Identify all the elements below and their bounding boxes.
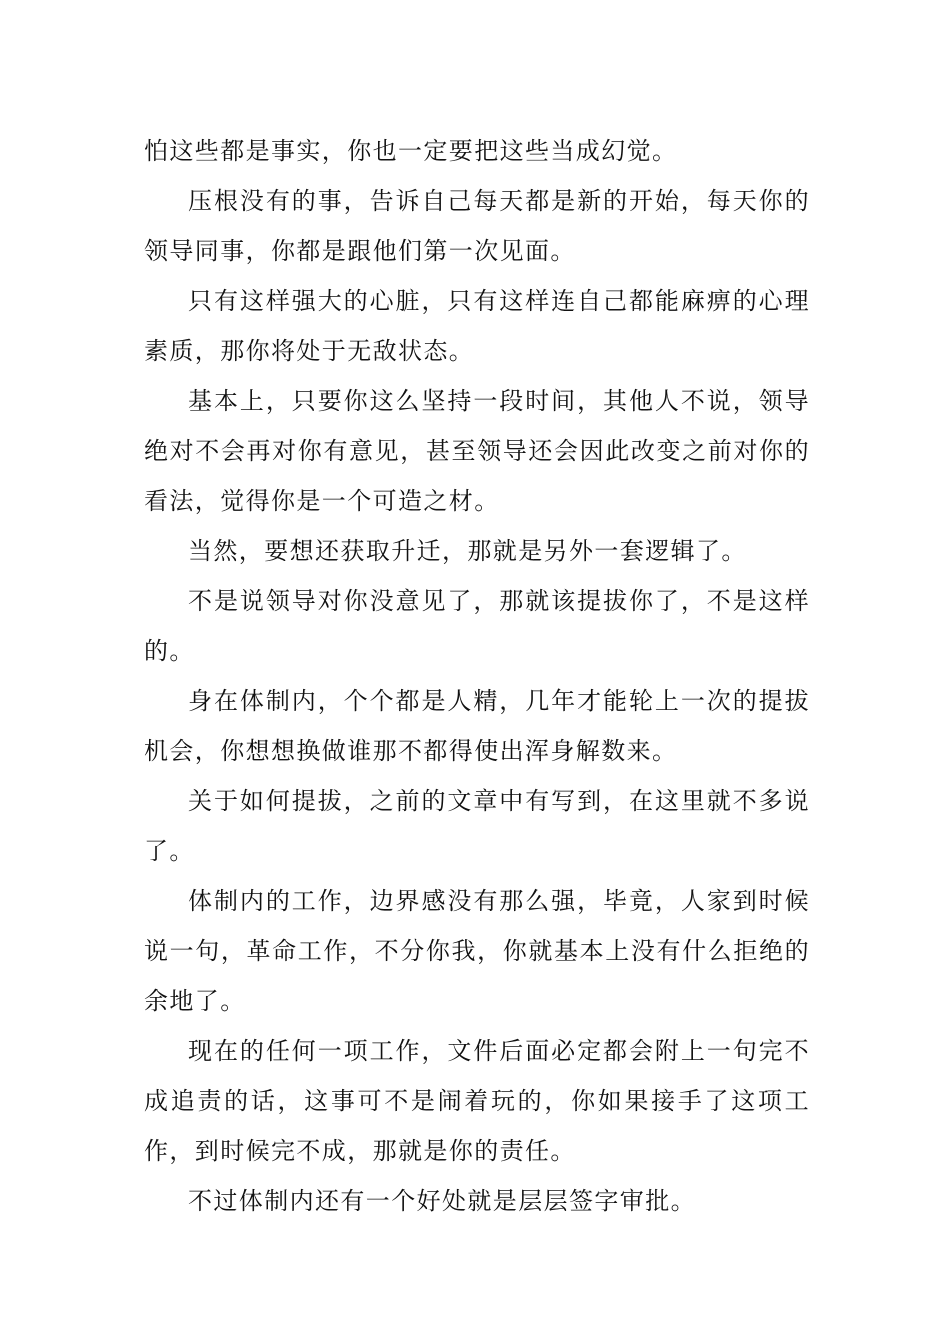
paragraph-11: 不过体制内还有一个好处就是层层签字审批。	[188, 1187, 696, 1215]
paragraph-1: 怕这些都是事实，你也一定要把这些当成幻觉。	[144, 137, 678, 165]
paragraph-7: 身在体制内，个个都是人精，几年才能轮上一次的提拔机会，你想想换做谁那不都得使出浑身解数来。	[144, 687, 810, 765]
paragraph-10: 现在的任何一项工作，文件后面必定都会附上一句完不成追责的话，这事可不是闹着玩的，你如果接手了这项工作，到时候完不成，那就是你的责任。	[144, 1037, 810, 1165]
paragraph-9: 体制内的工作，边界感没有那么强，毕竟，人家到时候说一句，革命工作，不分你我，你就基本上没有什么拒绝的余地了。	[144, 887, 810, 1015]
paragraph-8: 关于如何提拔，之前的文章中有写到，在这里就不多说了。	[144, 787, 810, 865]
paragraph-4: 基本上，只要你这么坚持一段时间，其他人不说，领导绝对不会再对你有意见，甚至领导还会因此改变之前对你的看法，觉得你是一个可造之材。	[144, 387, 810, 515]
paragraph-2: 压根没有的事，告诉自己每天都是新的开始，每天你的领导同事，你都是跟他们第一次见面。	[144, 187, 810, 265]
paragraph-6: 不是说领导对你没意见了，那就该提拔你了，不是这样的。	[144, 587, 810, 665]
document-body	[144, 126, 810, 1226]
paragraph-3: 只有这样强大的心脏，只有这样连自己都能麻痹的心理素质，那你将处于无敌状态。	[144, 287, 810, 365]
paragraph-5: 当然，要想还获取升迁，那就是另外一套逻辑了。	[188, 537, 747, 565]
